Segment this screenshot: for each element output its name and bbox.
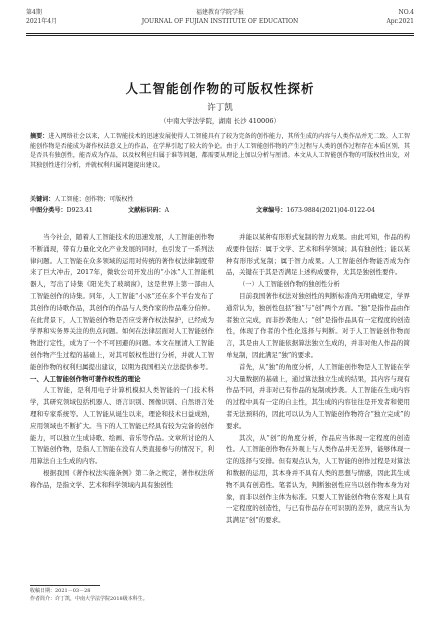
body-column-right <box>226 232 410 527</box>
doc-code-value: A <box>164 207 169 214</box>
body-paragraph: 根据我国《著作权法实施条例》第二条之规定，著作权法所称作品，是指文学、艺术和科学领域内具有独创性 <box>30 468 214 489</box>
abstract <box>30 132 410 170</box>
body-paragraph: 当今社会，随着人工智能技术的迅速发展，人工智能创作物不断涌现，带有力量化文化产业发展的同时，也引发了一系列法律问题。人工智能在众多领域的运用对传统的著作权法律制度带来了巨大冲击，2017年，微软公司开发出的“小冰”人工智能机器人，写出了诗集《阳光失了玻璃窗》，这是世界上第一部由人工智能创作的诗集。同年，人工智能“小冰”还在多个平台发布了其创作的诗歌作品，其创作的作品与人类作家的作品难分伯仲。在此背景下，人工智能创作物是否应受著作权法保护，已经成为学界和实务界关注的焦点问题。如何在法律层面对人工智能创作物进行定性，成为了一个不可回避的问题。本文在厘清人工智能创作物产生过程的基础上，对其可版权性进行分析，并就人工智能创作物的权利归属提出建议，以期为我国相关立法提供参考。 <box>30 233 214 371</box>
header-journal-cn: 福建教育学院学报 <box>195 9 244 16</box>
header-issue-date-en: Apr.2021 <box>386 18 414 25</box>
article-title: 人工智能创作物的可版权性探析 <box>125 81 315 96</box>
keywords-label: 关键词： <box>30 196 55 203</box>
keywords-text: 人工智能；创作物；可版权性 <box>54 196 134 203</box>
body-paragraph: 人工智能，是利用电子计算机模拟人类智能的一门技术科学，其研究领域包括机器人、语言识别、图像识别、自然语言处理和专家系统等。人工智能从诞生以来，理论和技术日益成熟，应用领域也不断扩大。当下的人工智能已经具有较为完备的创作能力，可以独立生成诗歌、绘画、音乐等作品。文章所讨论的人工智能创作物，是指人工智能在没有人类直接参与的情况下，利用算法自主生成的内容。 <box>30 386 214 466</box>
header-journal <box>26 8 414 26</box>
body-paragraph: 目前我国著作权法对独创性的判断标准尚无明确规定，学界通常认为，独创性包括“独”与“创”两个方面。“独”是指作品由作者独立完成，而非抄袭他人；“创”是指作品具有一定程度的创造性，体现了作者的个性化选择与判断。对于人工智能创作物而言，其是由人工智能依据算法独立生成的，并非对他人作品的简单复制，因此满足“独”的要求。 <box>226 291 410 359</box>
abstract-text: 进入网络社会以来，人工智能技术的迅速发展使得人工智能具有了较为完备的创作能力，其所生成的内容与人类作品并无二致。人工智能创作物是否能成为著作权法意义上的作品，在学界引起了较大的争论。由于人工智能创作物的产生过程与人类的创作过程存在本质区别，其是否具有独创性，能否成为作品，以及权利应归属于谁等问题，都需要从理论上加以分析与厘清。本文从人工智能创作物的可版权性出发，对其独创性进行分析，并就权利归属问题提出建议。 <box>30 133 411 169</box>
keywords <box>30 195 410 204</box>
running-header <box>26 8 414 36</box>
abstract-label: 摘要： <box>30 133 49 140</box>
body-paragraph: 其次，从“创”的角度分析，作品应当体现一定程度的创造性。人工智能创作物在外观上与人类作品并无差异，能够体现一定的选择与安排。但有观点认为，人工智能的创作过程是对算法和数据的运用，其本身并不具有人类的思想与情感，因此其生成物不具有创造性。笔者认为，判断独创性应当以创作物本身为对象，而非以创作主体为标准。只要人工智能创作物在客观上具有一定程度的创造性，与已有作品存在可识别的差异，就应当认为其满足“创”的要求。 <box>226 433 410 525</box>
header-rule-thin <box>26 35 414 36</box>
article-no-value: 1673-9884(2021)04-0122-04 <box>286 207 375 214</box>
body-paragraph: 首先，从“独”的角度分析，人工智能创作物是人工智能在学习大量数据的基础上，通过算法独立生成的结果，其内容与现有作品不同，并非对已有作品的复制或抄袭。人工智能在生成内容的过程中具有一定的自主性，其生成的内容往往是开发者和使用者无法预料的，因此可以认为人工智能创作物符合“独立完成”的要求。 <box>226 362 410 430</box>
article-no-label: 文章编号： <box>256 207 287 214</box>
footnote-rule <box>30 585 100 586</box>
doc-code-label: 文献标识码： <box>128 207 165 214</box>
section-heading: （一）人工智能创作物的独创性分析 <box>239 281 340 289</box>
header-rule-thick <box>26 33 414 34</box>
clc-value: D923.41 <box>66 207 93 214</box>
body-column-left <box>30 232 214 492</box>
header-journal-en: JOURNAL OF FUJIAN INSTITUTE OF EDUCATION <box>141 18 299 25</box>
header-issue-date: 2021年4月 <box>26 18 58 25</box>
article-affiliation: （中南大学法学院，湖南 长沙 410006） <box>160 117 280 125</box>
header-issue-number: 第4期 <box>26 9 42 16</box>
clc-field <box>30 206 93 215</box>
header-issue-en <box>386 8 414 26</box>
article-author: 许丁凯 <box>207 103 233 113</box>
clc-label: 中图分类号： <box>30 207 67 214</box>
body-paragraph: 并能以某种有形形式复制的智力成果。由此可知，作品的构成要件包括：属于文学、艺术和科学领域；具有独创性；能以某种有形形式复制；属于智力成果。人工智能创作物能否成为作品，关键在于其是否满足上述构成要件，尤其是独创性要件。 <box>226 233 410 277</box>
doc-code-field <box>128 206 169 215</box>
header-issue-number-en: NO.4 <box>398 9 414 16</box>
section-heading: 一、人工智能创作物可著作权性的理论 <box>30 374 141 383</box>
footnote-author-intro: 作者简介：许丁凯，中南大学法学院2018级本科生。 <box>30 596 148 602</box>
article-no-field <box>256 206 375 215</box>
footnote-received: 收稿日期：2021－03－28 <box>30 588 91 594</box>
